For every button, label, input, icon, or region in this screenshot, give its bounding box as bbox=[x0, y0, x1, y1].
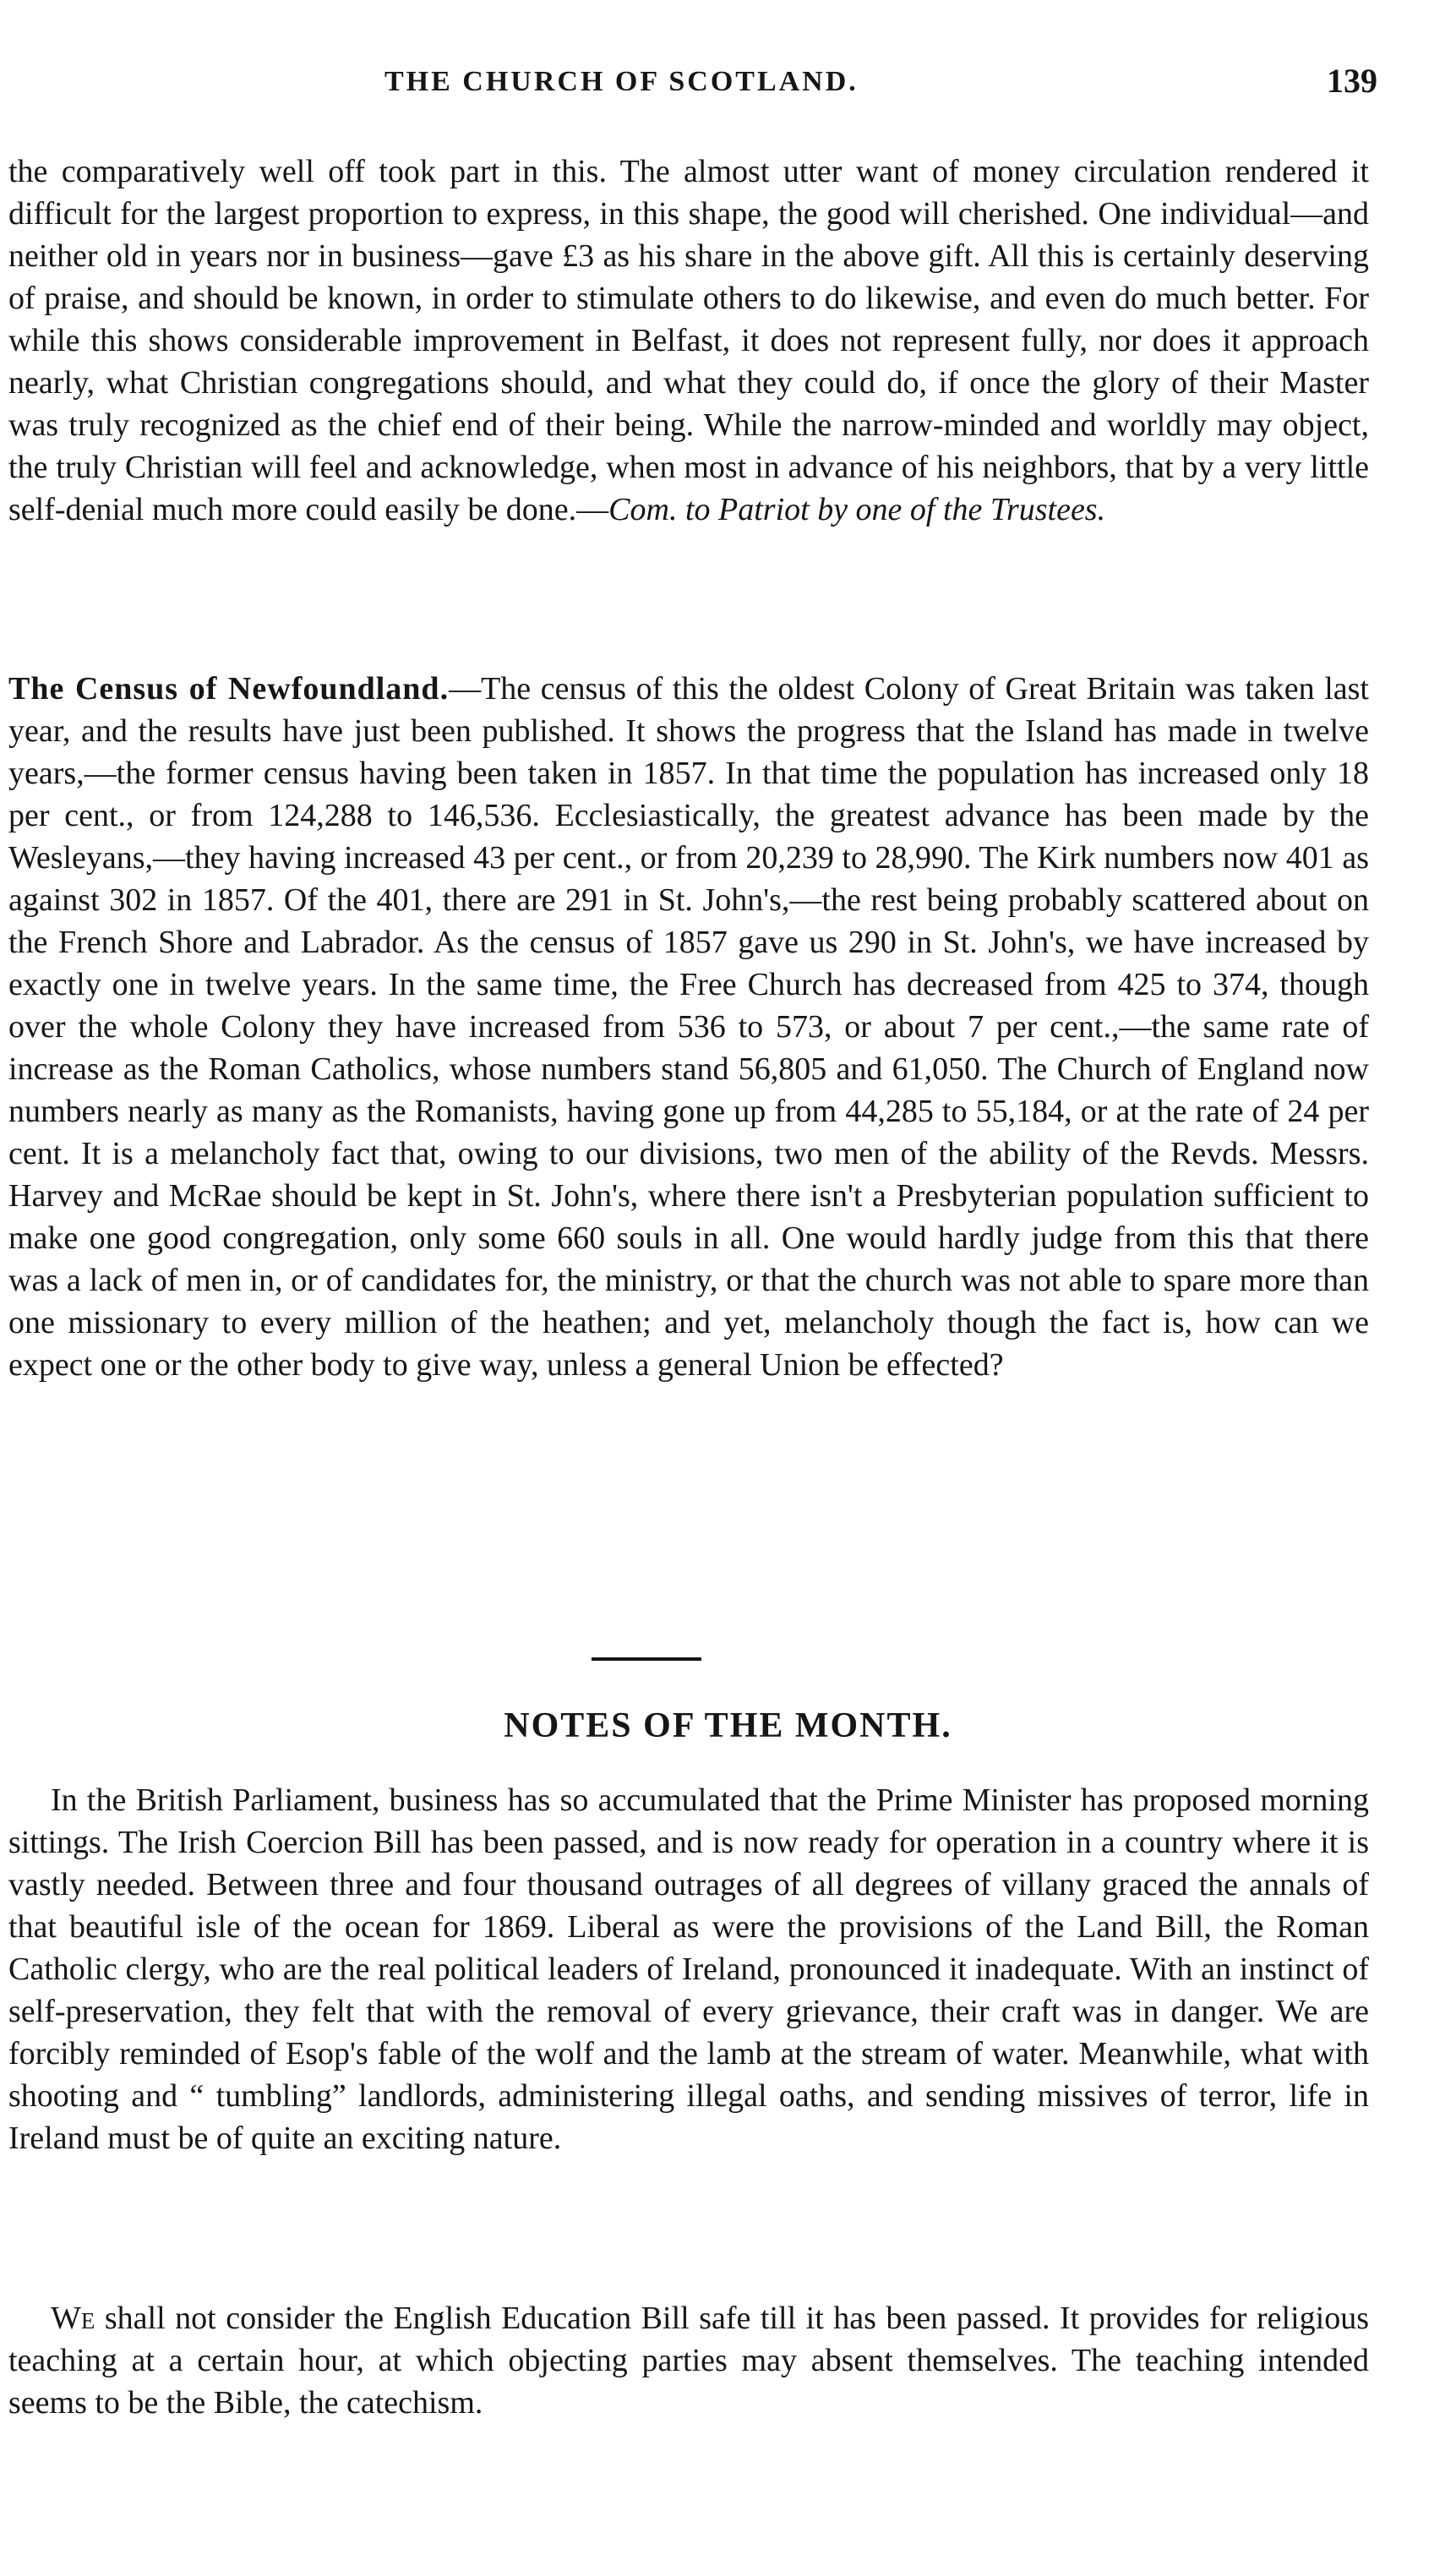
running-header bbox=[0, 62, 1377, 117]
attribution: Com. to Patriot by one of the Trustees. bbox=[608, 492, 1106, 527]
paragraph-lead-word: We bbox=[51, 2301, 95, 2336]
section-lead-in: The Census of Newfoundland. bbox=[8, 671, 450, 707]
paragraph-british-parliament: In the British Parliament, business has so accumulated that the Prime Minister has proposed morning sittings. The Irish Coercion Bill has been passed, and is now ready for operation in a country where it is vastly needed. Between three and four thousand outrages of all degrees of villany graced the annals of that beautiful isle of the ocean for 1869. Liberal as were the provisions of the Land Bill, the Roman Catholic clergy, who are the real political leaders of Ireland, pronounced it inadequate. With an instinct of self-preservation, they felt that with the removal of every grievance, their craft was in danger. We are forcibly reminded of Esop's fable of the wolf and the lamb at the stream of water. Meanwhile, what with shooting and “ tumbling” landlords, administering illegal oaths, and sending missives of terror, life in Ireland must be of quite an exciting nature. bbox=[8, 1782, 1369, 2156]
paragraph-body: shall not consider the English Education Bill safe till it has been passed. It provides for religious teaching at a certain hour, at which objecting parties may absent themselves. The teaching intended seems to be the Bible, the catechism. bbox=[8, 2301, 1369, 2421]
paragraph-newfoundland-census bbox=[8, 668, 1369, 1386]
paragraph-belfast-gift bbox=[8, 150, 1369, 531]
section-divider bbox=[592, 1657, 701, 1661]
paragraph-education-bill bbox=[8, 2297, 1369, 2424]
running-title: THE CHURCH OF SCOTLAND. bbox=[384, 66, 859, 97]
paragraph-body: —The census of this the oldest Colony of Great Britain was taken last year, and the results have just been published. It shows the progress that the Island has made in twelve years,—the former census having been taken in 1857. In that time the population has increased only 18 per cent., or from 124,288 to 146,536. Ecclesiastically, the greatest advance has been made by the Wesleyans,—they having increased 43 per cent., or from 20,239 to 28,990. The Kirk numbers now 401 as against 302 in 1857. Of the 401, there are 291 in St. John's,—the rest being probably scattered about on the French Shore and Labrador. As the census of 1857 gave us 290 in St. John's, we have increased by exactly one in twelve years. In the same time, the Free Church has decreased from 425 to 374, though over the whole Colony they have increased from 536 to 573, or about 7 per cent.,—the same rate of increase as the Roman Catholics, whose numbers stand 56,805 and 61,050. The Church of England now numbers nearly as many as the Romanists, having gone up from 44,285 to 55,184, or at the rate of 24 per cent. It is a melancholy fact that, owing to our divisions, two men of the ability of the Revds. Messrs. Harvey and McRae should be kept in St. John's, where there isn't a Presbyterian population sufficient to make one good congregation, only some 660 souls in all. One would hardly judge from this that there was a lack of men in, or of candidates for, the ministry, or that the church was not able to spare more than one missionary to every million of the heathen; and yet, melancholy though the fact is, how can we expect one or the other body to give way, unless a general Union be effected? bbox=[8, 671, 1369, 1383]
page-number: 139 bbox=[1327, 62, 1377, 100]
section-heading: NOTES OF THE MONTH. bbox=[504, 1706, 952, 1745]
paragraph-body: the comparatively well off took part in this. The almost utter want of money circulation rendered it difficult for the largest proportion to express, in this shape, the good will cherished. One individual—and neither old in years nor in business—gave £3 as his share in the above gift. All this is certainly deserving of praise, and should be known, in order to stimulate others to do likewise, and even do much better. For while this shows considerable improvement in Belfast, it does not represent fully, nor does it approach nearly, what Christian congregations should, and what they could do, if once the glory of their Master was truly recognized as the chief end of their being. While the narrow-minded and worldly may object, the truly Christian will feel and acknowledge, when most in advance of his neighbors, that by a very little self-denial much more could easily be done.— bbox=[8, 154, 1369, 527]
